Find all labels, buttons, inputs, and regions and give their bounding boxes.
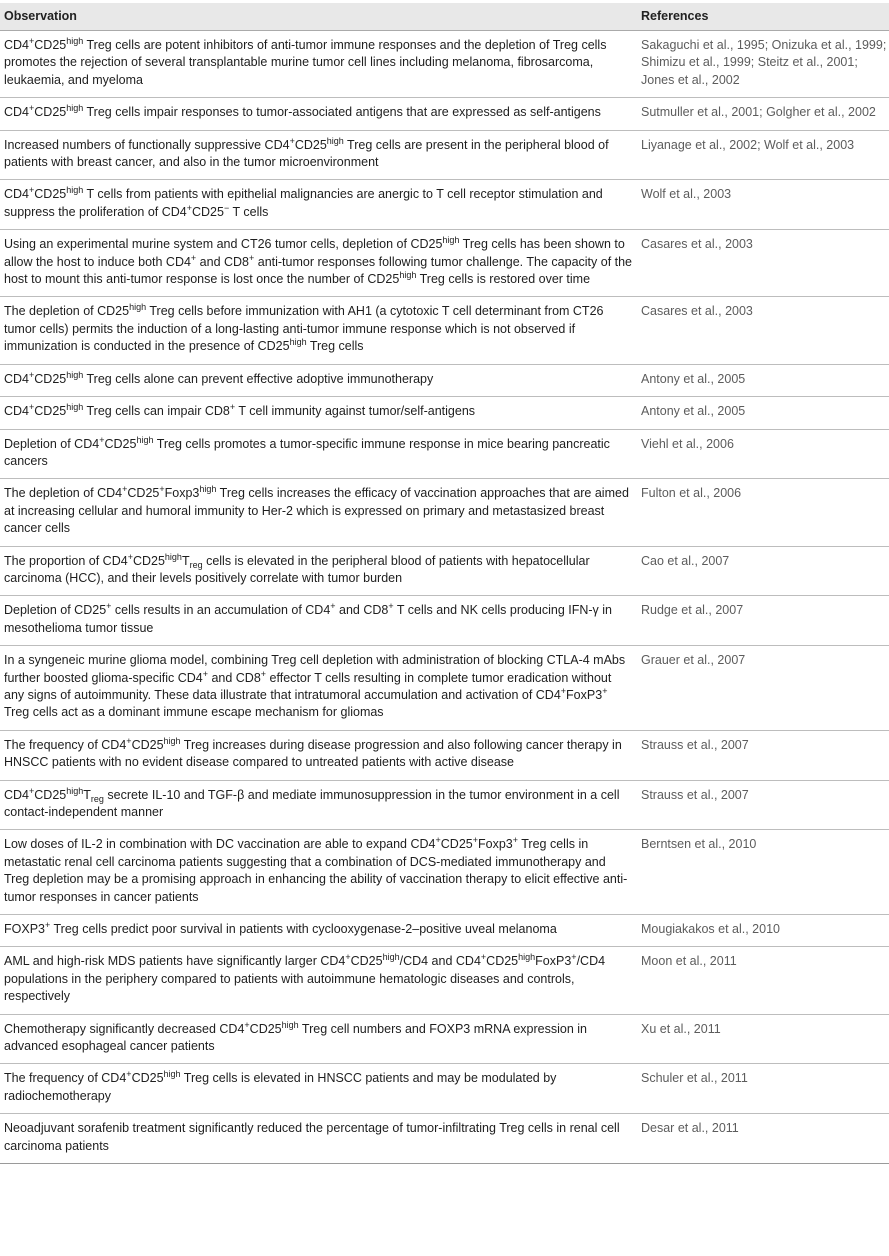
reference-cell: Berntsen et al., 2010	[638, 830, 889, 915]
table-row	[0, 98, 889, 130]
table-row	[0, 830, 889, 915]
observation-cell: AML and high-risk MDS patients have significantly larger $CD4^+CD25^{high}/CD4$ and $CD4^+CD25^{high}FoxP3^+/CD4$ populations in the periphery compared to patients with autoimmune hematologic diseases and controls, respectively	[0, 947, 638, 1014]
observation-cell: The frequency of $CD4^+CD25^{high}$ Treg increases during disease progression and also following cancer therapy in HNSCC patients with no evident disease compared to untreated patients with active disease	[0, 730, 638, 780]
observation-cell: $CD4^+CD25^{high}$ T cells from patients with epithelial malignancies are anergic to T cell receptor stimulation and suppress the proliferation of CD4+CD25− T cells	[0, 180, 638, 230]
reference-cell: Xu et al., 2011	[638, 1014, 889, 1064]
observation-cell: Neoadjuvant sorafenib treatment significantly reduced the percentage of tumor-infiltrating Treg cells in renal cell carcinoma patients	[0, 1114, 638, 1164]
table-row	[0, 1064, 889, 1114]
table-row	[0, 397, 889, 429]
reference-cell: Moon et al., 2011	[638, 947, 889, 1014]
observation-cell: $CD4^+CD25^{high}$ Treg cells alone can prevent effective adoptive immunotherapy	[0, 364, 638, 396]
table-row	[0, 947, 889, 1014]
reference-cell: Rudge et al., 2007	[638, 596, 889, 646]
observations-table	[0, 3, 889, 1164]
observation-cell: FOXP3+ Treg cells predict poor survival in patients with cyclooxygenase-2–positive uveal melanoma	[0, 915, 638, 947]
reference-cell: Wolf et al., 2003	[638, 180, 889, 230]
table-row	[0, 1014, 889, 1064]
observation-cell: $CD4^+CD25^{high}$ Treg cells are potent inhibitors of anti-tumor immune responses and the depletion of Treg cells promotes the rejection of several transplantable murine tumor cell lines including melanoma, fibrosarcoma, leukaemia, and myeloma	[0, 31, 638, 98]
observation-cell: Chemotherapy significantly decreased $CD4^+CD25^{high}$ Treg cell numbers and FOXP3 mRNA expression in advanced esophageal cancer patients	[0, 1014, 638, 1064]
reference-cell: Sakaguchi et al., 1995; Onizuka et al., 1999; Shimizu et al., 1999; Steitz et al., 2001; Jones et al., 2002	[638, 31, 889, 98]
reference-cell: Antony et al., 2005	[638, 364, 889, 396]
observation-cell: The frequency of $CD4^+CD25^{high}$ Treg cells is elevated in HNSCC patients and may be modulated by radiochemotherapy	[0, 1064, 638, 1114]
observation-cell: Using an experimental murine system and CT26 tumor cells, depletion of $CD25^{high}$ Treg cells has been shown to allow the host to induce both CD4+ and CD8+ anti-tumor responses following tumor challenge. The capacity of the host to mount this anti-tumor response is lost once the number of $CD25^{high}$ Treg cells is restored over time	[0, 230, 638, 297]
observation-cell: $CD4^+CD25^{high}$ Treg cells impair responses to tumor-associated antigens that are expressed as self-antigens	[0, 98, 638, 130]
table-row	[0, 915, 889, 947]
observation-cell: $CD4^+CD25^{high}T_{reg}$ secrete IL-10 and TGF-β and mediate immunosuppression in the tumor environment in a cell contact-independent manner	[0, 780, 638, 830]
reference-cell: Sutmuller et al., 2001; Golgher et al., 2002	[638, 98, 889, 130]
table-row	[0, 646, 889, 731]
references-column-header: References	[638, 3, 889, 31]
observation-cell: The depletion of $CD4^+CD25^+Foxp3^{high}$ Treg cells increases the efficacy of vaccination approaches that are aimed at increasing cellular and humoral immunity to Her-2 which is expressed on primary and metastasized breast cancer cells	[0, 479, 638, 546]
table-row	[0, 297, 889, 364]
reference-cell: Grauer et al., 2007	[638, 646, 889, 731]
reference-cell: Schuler et al., 2011	[638, 1064, 889, 1114]
header-row	[0, 3, 889, 31]
observation-cell: The proportion of $CD4^+CD25^{high}T_{reg}$ cells is elevated in the peripheral blood of patients with hepatocellular carcinoma (HCC), and their levels positively correlate with tumor burden	[0, 546, 638, 596]
reference-cell: Casares et al., 2003	[638, 297, 889, 364]
reference-cell: Strauss et al., 2007	[638, 780, 889, 830]
table-row	[0, 479, 889, 546]
observation-cell: Low doses of IL-2 in combination with DC vaccination are able to expand CD4+CD25+Foxp3+ Treg cells in metastatic renal cell carcinoma patients suggesting that a combination of DCS-mediated immunotherapy and Treg depletion may be a promising approach in enhancing the ability of vaccination therapy to elicit effective anti-tumor responses in cancer patients	[0, 830, 638, 915]
reference-cell: Antony et al., 2005	[638, 397, 889, 429]
table-row	[0, 31, 889, 98]
table-row	[0, 730, 889, 780]
table-row	[0, 546, 889, 596]
reference-cell: Desar et al., 2011	[638, 1114, 889, 1164]
table-row	[0, 1114, 889, 1164]
table-header	[0, 3, 889, 31]
reference-cell: Casares et al., 2003	[638, 230, 889, 297]
observation-cell: The depletion of $CD25^{high}$ Treg cells before immunization with AH1 (a cytotoxic T cell determinant from CT26 tumor cells) permits the induction of a long-lasting anti-tumor immune response which is not observed if immunization is conducted in the presence of $CD25^{high}$ Treg cells	[0, 297, 638, 364]
observation-column-header: Observation	[0, 3, 638, 31]
reference-cell: Fulton et al., 2006	[638, 479, 889, 546]
observation-cell: In a syngeneic murine glioma model, combining Treg cell depletion with administration of blocking CTLA-4 mAbs further boosted glioma-specific CD4+ and CD8+ effector T cells resulting in complete tumor eradication without any signs of autoimmunity. These data illustrate that intratumoral accumulation and activation of CD4+FoxP3+ Treg cells act as a dominant immune escape mechanism for gliomas	[0, 646, 638, 731]
reference-cell: Viehl et al., 2006	[638, 429, 889, 479]
table-body	[0, 31, 889, 1164]
table-row	[0, 780, 889, 830]
observation-cell: Increased numbers of functionally suppressive $CD4^+CD25^{high}$ Treg cells are present in the peripheral blood of patients with breast cancer, and also in the tumor microenvironment	[0, 130, 638, 180]
reference-cell: Mougiakakos et al., 2010	[638, 915, 889, 947]
table-row	[0, 230, 889, 297]
table-row	[0, 596, 889, 646]
observation-cell: Depletion of CD25+ cells results in an accumulation of CD4+ and CD8+ T cells and NK cells producing IFN-γ in mesothelioma tumor tissue	[0, 596, 638, 646]
reference-cell: Strauss et al., 2007	[638, 730, 889, 780]
observation-cell: $CD4^+CD25^{high}$ Treg cells can impair CD8+ T cell immunity against tumor/self-antigens	[0, 397, 638, 429]
observation-cell: Depletion of $CD4^+CD25^{high}$ Treg cells promotes a tumor-specific immune response in mice bearing pancreatic cancers	[0, 429, 638, 479]
reference-cell: Liyanage et al., 2002; Wolf et al., 2003	[638, 130, 889, 180]
table-row	[0, 180, 889, 230]
table-row	[0, 130, 889, 180]
table-row	[0, 364, 889, 396]
table-row	[0, 429, 889, 479]
reference-cell: Cao et al., 2007	[638, 546, 889, 596]
